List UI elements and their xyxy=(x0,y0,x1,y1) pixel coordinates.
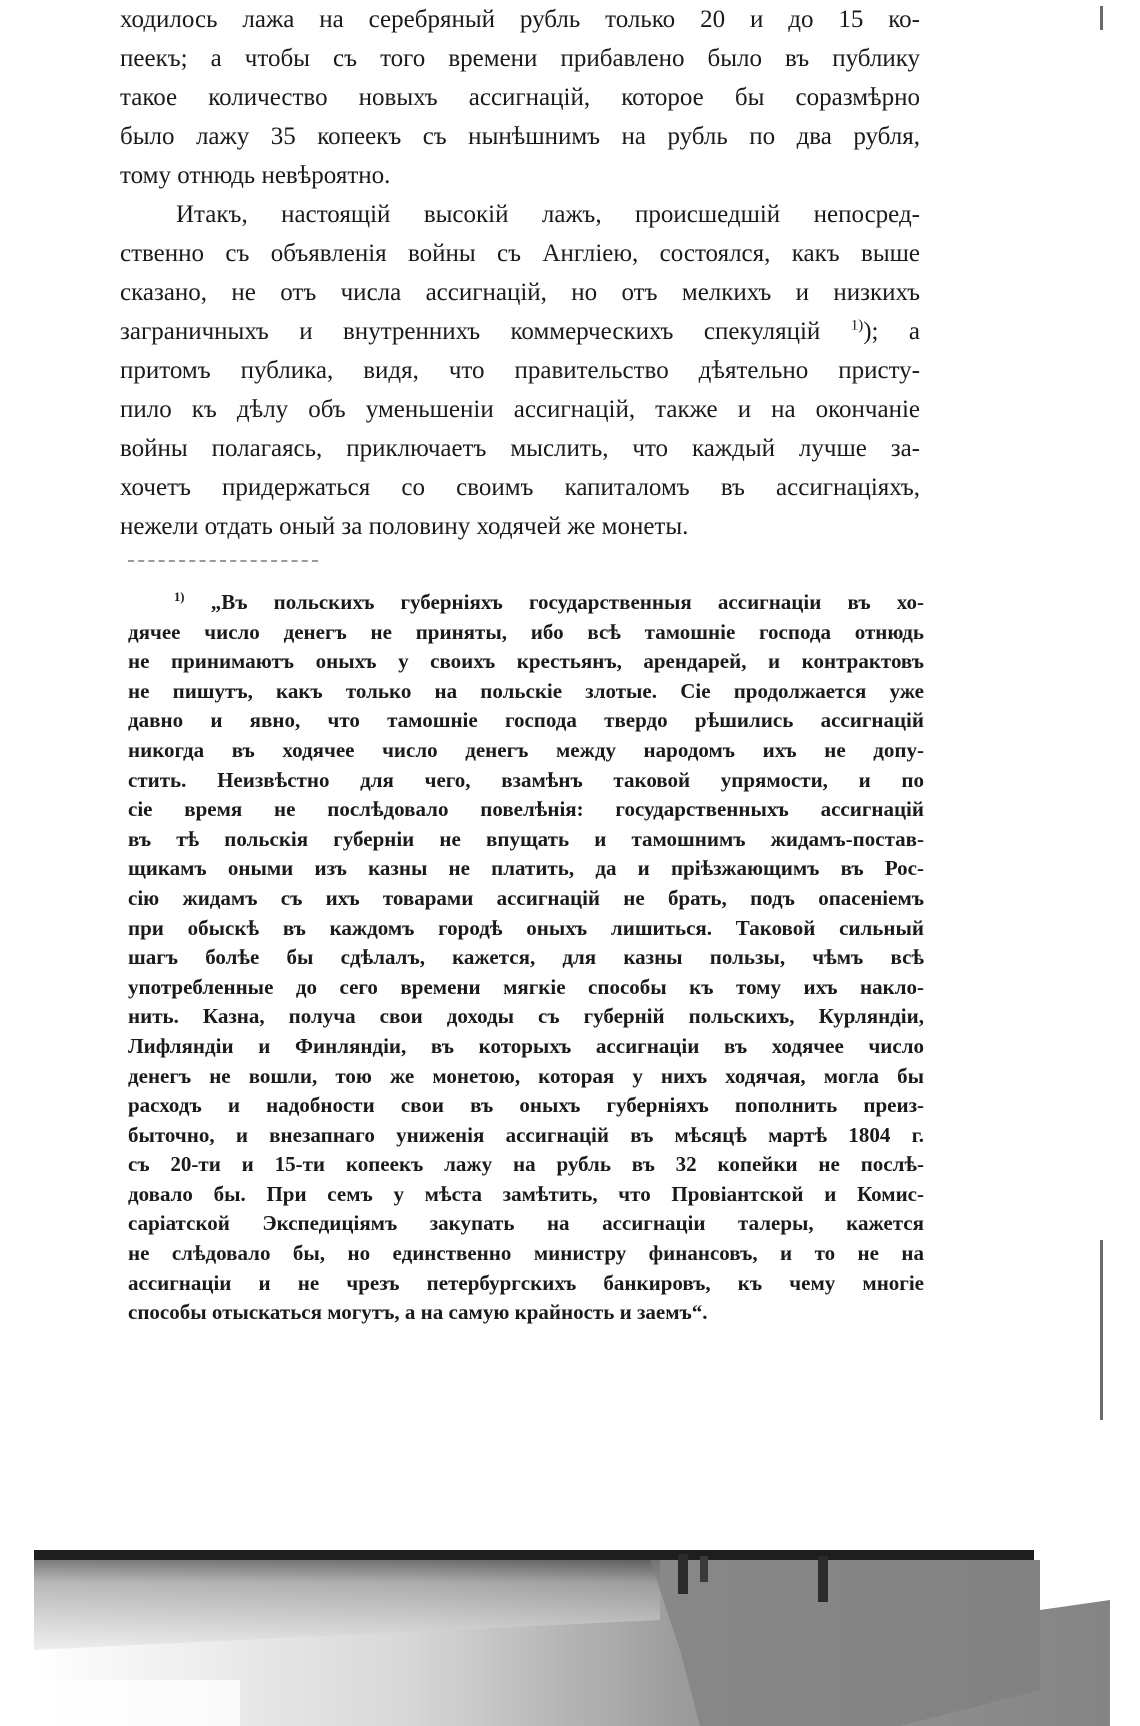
text-line: притомъ публика, видя, что правительство дѣятельно присту- xyxy=(120,357,920,384)
footnote-line: съ 20-ти и 15-ти копеекъ лажу на рубль въ 32 копейки не послѣ- xyxy=(128,1152,924,1177)
text-line: ственно съ объявленія войны съ Англіею, состоялся, какъ выше xyxy=(120,240,920,267)
text-line: хочетъ придержаться со своимъ капиталомъ въ ассигнаціяхъ, xyxy=(120,474,920,501)
footnote-line: нить. Казна, получа свои доходы съ губерній польскихъ, Курляндіи, xyxy=(128,1004,924,1029)
footnote-line: щикамъ оными изъ казны не платить, да и пріѣзжающимъ въ Рос- xyxy=(128,856,924,881)
text-line: пило къ дѣлу объ уменьшеніи ассигнацій, также и на окончаніе xyxy=(120,396,920,423)
footnote-line: ассигнаціи и не чрезъ петербургскихъ банкировъ, къ чему многіе xyxy=(128,1270,924,1295)
scan-edge-mark xyxy=(1100,1240,1103,1420)
text-line: ходилось лажа на серебряный рубль только 20 и до 15 ко- xyxy=(120,6,920,33)
footnote-line: шагъ болѣе бы сдѣлалъ, кажется, для казны пользы, чѣмъ всѣ xyxy=(128,945,924,970)
paragraph-1 xyxy=(120,0,920,195)
scan-shadow-artifact xyxy=(0,1530,1140,1726)
footnote-line: дячее число денегъ не приняты, ибо всѣ тамошніе господа отнюдь xyxy=(128,619,924,644)
text-line: такое количество новыхъ ассигнацій, которое бы соразмѣрно xyxy=(120,84,920,111)
footnote-line: стить. Неизвѣстно для чего, взамѣнъ таковой упрямости, и по xyxy=(128,767,924,792)
footnote-separator xyxy=(128,560,318,562)
footnote-line: давно и явно, что тамошніе господа твердо рѣшились ассигнацій xyxy=(128,708,924,733)
text-line: войны полагаясь, приключаетъ мыслить, что каждый лучше за- xyxy=(120,435,920,462)
footnote-line: не слѣдовало бы, но единственно министру финансовъ, и то не на xyxy=(128,1241,924,1266)
footnote-line: употребленные до сего времени мягкіе способы къ тому ихъ накло- xyxy=(128,974,924,999)
footnote-line xyxy=(128,588,924,618)
footnote-line: при обыскѣ въ каждомъ городѣ оныхъ лишиться. Таковой сильный xyxy=(128,915,924,940)
footnote-line: не пишутъ, какъ только на польскіе злотые. Сіе продолжается уже xyxy=(128,678,924,703)
footnote-line: не принимаютъ оныхъ у своихъ крестьянъ, арендарей, и контрактовъ xyxy=(128,649,924,674)
text-line: тому отнюдь невѣроятно. xyxy=(120,162,391,189)
footnote-line: расходъ и надобности свои въ оныхъ губерніяхъ пополнить преиз- xyxy=(128,1093,924,1118)
footnote-line: довало бы. При семъ у мѣста замѣтить, что Провіантской и Комис- xyxy=(128,1181,924,1206)
footnote-line: сіе время не послѣдовало повелѣнія: государственныхъ ассигнацій xyxy=(128,797,924,822)
footnote-line: сію жидамъ съ ихъ товарами ассигнацій не брать, подъ опасеніемъ xyxy=(128,885,924,910)
text-line-with-footnote-ref xyxy=(120,312,920,351)
paragraph-2 xyxy=(120,195,920,546)
text-line-part: ); а xyxy=(863,318,920,345)
text-line: нежели отдать оный за половину ходячей же монеты. xyxy=(120,513,689,540)
text-line: пеекъ; а чтобы съ того времени прибавлено было въ публику xyxy=(120,45,920,72)
footnote-text: „Въ польскихъ губерніяхъ государственныя ассигнаціи въ хо- xyxy=(210,590,924,614)
footnote xyxy=(128,588,924,1328)
footnote-reference[interactable]: 1) xyxy=(850,317,864,334)
footnote-line: быточно, и внезапнаго униженія ассигнацій въ мѣсяцѣ мартѣ 1804 г. xyxy=(128,1122,924,1147)
footnote-line: въ тѣ польскія губерніи не впущать и тамошнимъ жидамъ-постав- xyxy=(128,826,924,851)
text-line-part: заграничныхъ и внутреннихъ коммерческихъ спекуляцій xyxy=(120,318,821,345)
scan-edge-mark xyxy=(1100,6,1103,30)
footnote-marker: 1) xyxy=(174,590,185,604)
text-line: Итакъ, настоящій высокій лажъ, происшедшій непосред- xyxy=(176,201,920,228)
text-line: было лажу 35 копеекъ съ нынѣшнимъ на рубль по два рубля, xyxy=(120,123,920,150)
footnote-line: Лифляндіи и Финляндіи, въ которыхъ ассигнаціи въ ходячее число xyxy=(128,1033,924,1058)
footnote-line: никогда въ ходячее число денегъ между народомъ ихъ не допу- xyxy=(128,737,924,762)
footnote-line: способы отыскаться могутъ, а на самую крайность и заемъ“. xyxy=(128,1300,708,1325)
text-line: сказано, не отъ числа ассигнацій, но отъ мелкихъ и низкихъ xyxy=(120,279,920,306)
main-text xyxy=(120,0,920,546)
footnote-line: саріатской Экспедиціямъ закупать на ассигнаціи талеры, кажется xyxy=(128,1211,924,1236)
footnote-line: денегъ не вошли, тою же монетою, которая у нихъ ходячая, могла бы xyxy=(128,1063,924,1088)
